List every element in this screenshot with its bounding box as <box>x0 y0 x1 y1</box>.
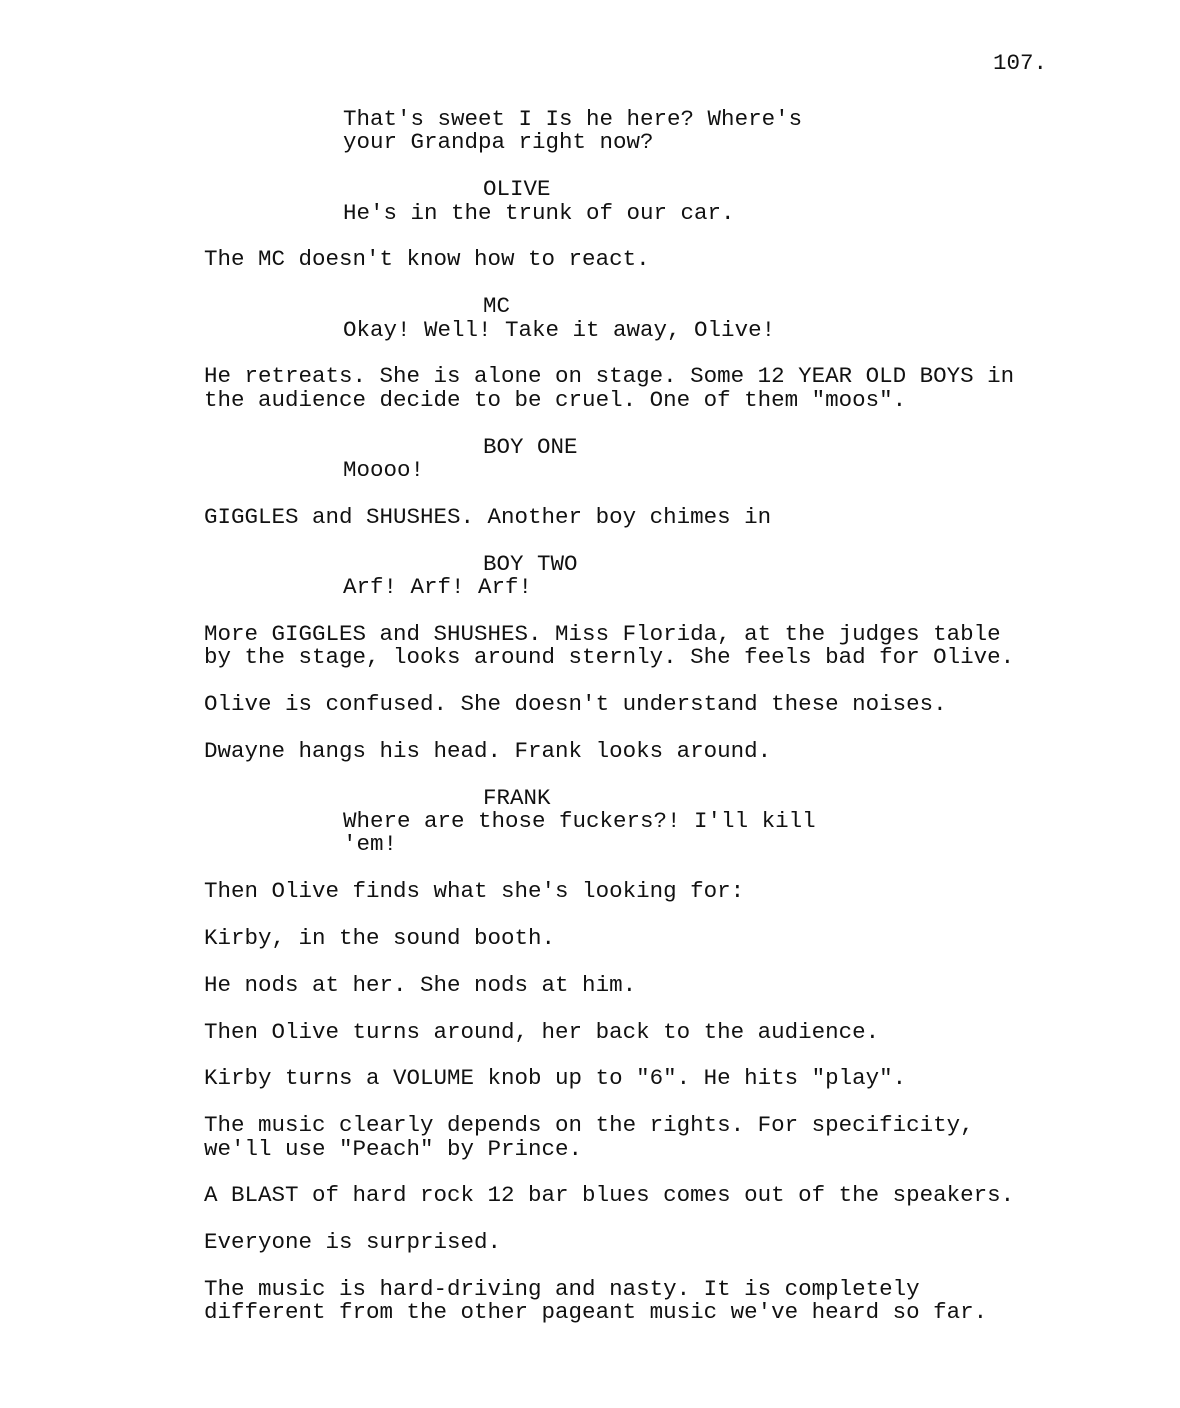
action-line: Dwayne hangs his head. Frank looks around. <box>204 737 772 764</box>
action-line: More GIGGLES and SHUSHES. Miss Florida, at the judges table by the stage, looks around sternly. She feels bad for Olive. <box>204 620 1015 671</box>
action-line: The music is hard-driving and nasty. It is completely different from the other pageant music we've heard so far. <box>204 1276 988 1326</box>
character-cue: FRANK <box>483 784 551 811</box>
action-line: The music clearly depends on the rights. For specificity, we'll use "Peach" by Prince. <box>204 1112 974 1162</box>
action-line: Olive is confused. She doesn't understand these noises. <box>204 691 947 718</box>
dialogue-line: Arf! Arf! Arf! <box>343 574 533 601</box>
action-line: Then Olive finds what she's looking for: <box>204 878 745 905</box>
action-line: Kirby turns a VOLUME knob up to "6". He hits "play". <box>204 1065 907 1092</box>
action-line: A BLAST of hard rock 12 bar blues comes out of the speakers. <box>204 1182 1015 1209</box>
character-cue: BOY ONE <box>483 433 578 460</box>
script-body <box>0 108 1180 1348</box>
action-line: He retreats. She is alone on stage. Some 12 YEAR OLD BOYS in the audience decide to be cruel. One of them "moos". <box>204 363 1015 413</box>
action-line: Kirby, in the sound booth. <box>204 925 556 952</box>
action-line: He nods at her. She nods at him. <box>204 971 637 998</box>
action-line: Everyone is surprised. <box>204 1229 502 1256</box>
character-cue: OLIVE <box>483 176 551 203</box>
action-line: The MC doesn't know how to react. <box>204 246 650 273</box>
page-number: 107. <box>993 50 1048 76</box>
character-cue: BOY TWO <box>483 550 578 577</box>
dialogue-line: He's in the trunk of our car. <box>343 199 735 226</box>
dialogue-line: That's sweet I Is he here? Where's your Grandpa right now? <box>343 106 803 156</box>
action-line: GIGGLES and SHUSHES. Another boy chimes in <box>204 503 772 530</box>
dialogue-line: Okay! Well! Take it away, Olive! <box>343 316 776 343</box>
dialogue-line: Where are those fuckers?! I'll kill 'em! <box>343 808 816 858</box>
dialogue-line: Moooo! <box>343 457 425 484</box>
character-cue: MC <box>483 293 511 320</box>
action-line: Then Olive turns around, her back to the audience. <box>204 1018 880 1045</box>
